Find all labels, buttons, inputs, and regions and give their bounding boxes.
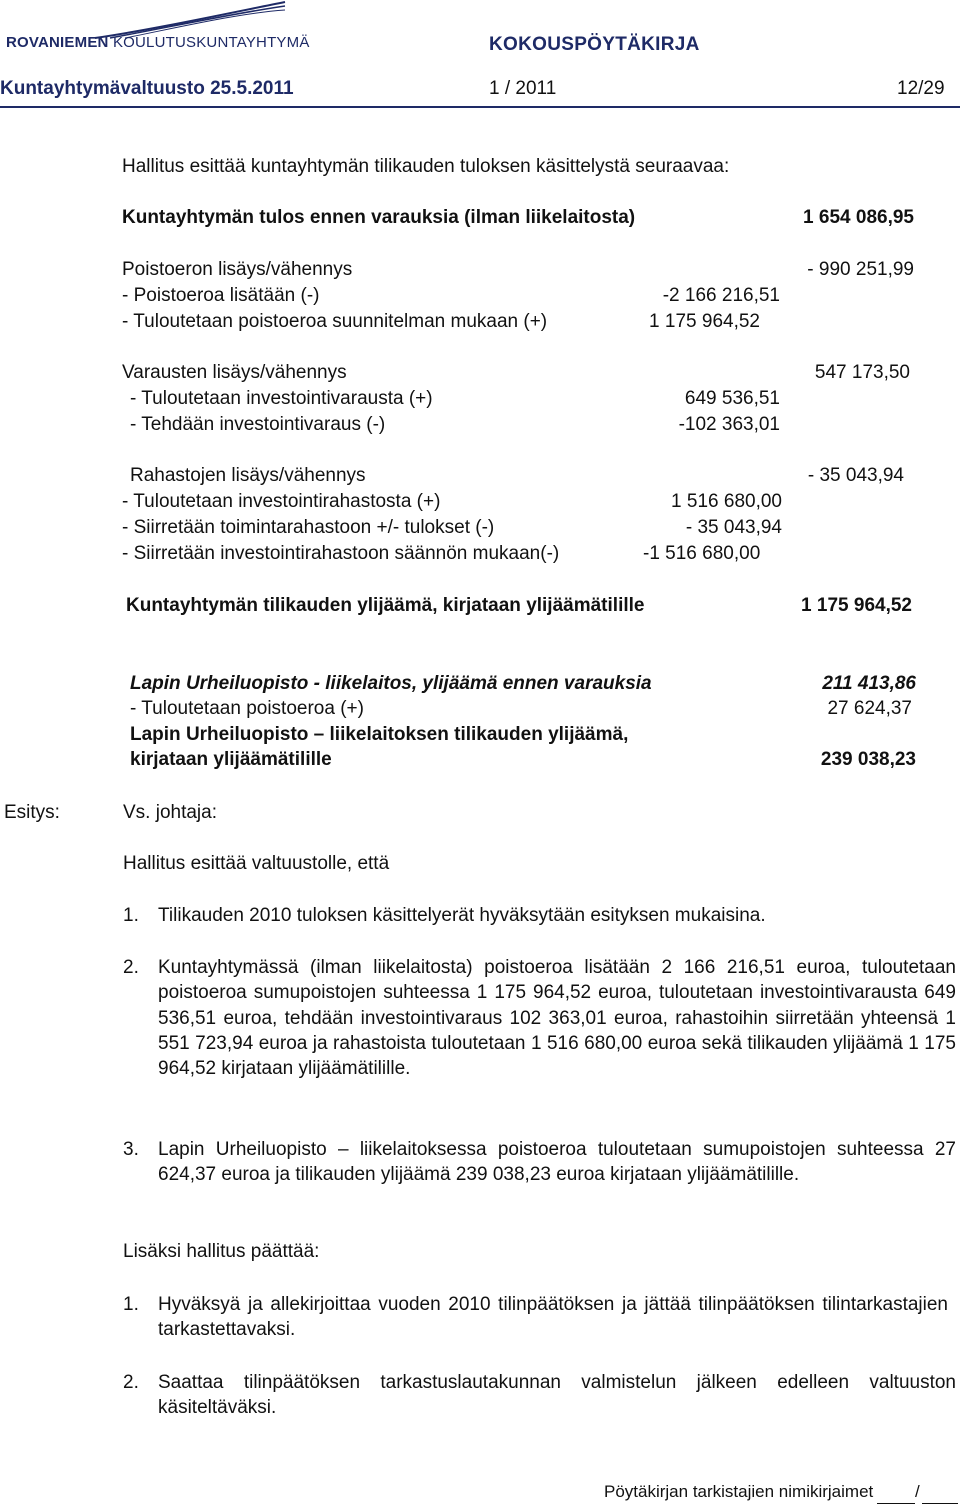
- logo-text-left: ROVANIEMEN: [6, 34, 109, 51]
- list-number: 3.: [123, 1139, 139, 1160]
- reserves-label: Varausten lisäys/vähennys: [122, 362, 347, 383]
- list-number: 1.: [123, 905, 139, 926]
- also-lead: Lisäksi hallitus päättää:: [123, 1241, 320, 1262]
- reserves-item-value: -102 363,01: [678, 414, 780, 435]
- meeting-title: Kuntayhtymävaltuusto 25.5.2011: [0, 78, 294, 99]
- lapin-final-label: kirjataan ylijäämätilille: [130, 749, 332, 770]
- org-logo: [0, 0, 380, 60]
- lapin-surplus-value: 211 413,86: [822, 673, 916, 694]
- proposal-lead: Hallitus esittää valtuustolle, että: [123, 853, 390, 874]
- depreciation-item-value: -2 166 216,51: [662, 285, 780, 306]
- reserves-item-value: 649 536,51: [684, 388, 780, 409]
- reserves-item-label: - Tuloutetaan investointivarausta (+): [130, 388, 433, 409]
- list-number: 2.: [123, 957, 139, 978]
- funds-item-label: - Siirretään toimintarahastoon +/- tulokset (-): [122, 517, 495, 538]
- result-before-value: 1 654 086,95: [803, 207, 914, 228]
- reserves-item-label: - Tehdään investointivaraus (-): [130, 414, 386, 435]
- list-item-text: Hyväksyä ja allekirjoittaa vuoden 2010 tilinpäätöksen ja jättää tilinpäätöksen tilintarkastajien tarkastettavaksi.: [158, 1294, 948, 1341]
- proposal-margin-label: Esitys:: [4, 802, 60, 823]
- signature-label: Pöytäkirjan tarkistajien nimikirjaimet: [604, 1482, 874, 1501]
- intro-text: Hallitus esittää kuntayhtymän tilikauden tuloksen käsittelystä seuraavaa:: [122, 156, 730, 177]
- page-number: 12/29: [897, 78, 945, 99]
- lapin-final-label: Lapin Urheiluopisto – liikelaitoksen tilikauden ylijäämä,: [130, 724, 629, 745]
- list-number: 2.: [123, 1372, 139, 1393]
- list-item-text: Saattaa tilinpäätöksen tarkastuslautakunnan valmistelun jälkeen edelleen valtuuston käsiteltäväksi.: [158, 1372, 956, 1419]
- funds-item-label: - Siirretään investointirahastoon säännön mukaan(-): [122, 543, 560, 564]
- signature-line: [922, 1503, 958, 1504]
- funds-item-value: - 35 043,94: [685, 517, 782, 538]
- result-before-label: Kuntayhtymän tulos ennen varauksia (ilman liikelaitosta): [122, 207, 636, 228]
- surplus-value: 1 175 964,52: [801, 595, 912, 616]
- list-item-text: Lapin Urheiluopisto – liikelaitoksessa poistoeroa tuloutetaan sumupoistojen suhteessa 27 624,37 euroa ja tilikauden ylijäämä 239 038,23 euroa kirjataan ylijäämätilille.: [158, 1139, 956, 1186]
- lapin-dep-label: - Tuloutetaan poistoeroa (+): [130, 698, 364, 719]
- surplus-label: Kuntayhtymän tilikauden ylijäämä, kirjataan ylijäämätilille: [126, 595, 645, 616]
- depreciation-item-label: - Tuloutetaan poistoeroa suunnitelman mukaan (+): [122, 311, 548, 332]
- depreciation-item-label: - Poistoeroa lisätään (-): [122, 285, 320, 306]
- lapin-final-value: 239 038,23: [820, 749, 916, 770]
- issue-number: 1 / 2011: [489, 78, 557, 99]
- logo-text-right: KOULUTUSKUNTAYHTYMÄ: [112, 34, 310, 51]
- funds-item-value: 1 516 680,00: [671, 491, 782, 512]
- lapin-surplus-label: Lapin Urheiluopisto - liikelaitos, ylijäämä ennen varauksia: [130, 673, 652, 694]
- list-number: 1.: [123, 1294, 139, 1315]
- list-item-text: Tilikauden 2010 tuloksen käsittelyerät hyväksytään esityksen mukaisina.: [158, 905, 766, 926]
- lapin-dep-value: 27 624,37: [827, 698, 912, 719]
- signature-line: [877, 1503, 915, 1504]
- funds-item-label: - Tuloutetaan investointirahastosta (+): [122, 491, 441, 512]
- depreciation-label: Poistoeron lisäys/vähennys: [122, 259, 353, 280]
- depreciation-value: - 990 251,99: [807, 259, 914, 280]
- reserves-value: 547 173,50: [814, 362, 910, 383]
- depreciation-item-value: 1 175 964,52: [649, 311, 760, 332]
- header-divider: [0, 106, 960, 108]
- document-type: KOKOUSPÖYTÄKIRJA: [489, 34, 700, 55]
- signature-separator: /: [915, 1482, 920, 1501]
- list-item-text: Kuntayhtymässä (ilman liikelaitosta) poistoeroa lisätään 2 166 216,51 euroa, tuloutetaan poistoeroa sumupoistojen suhteessa 1 175 964,52 euroa, tuloutetaan investointivarausta 649 536,51 euroa, tehdään investointivaraus 102 363,01 euroa, rahastoihin siirretään yhteensä 1 551 723,94 euroa ja rahastoista tuloutetaan 1 516 680,00 euroa sekä tilikauden ylijäämä 1 175 964,52 kirjataan ylijäämätilille.: [158, 957, 956, 1080]
- funds-item-value: -1 516 680,00: [643, 543, 761, 564]
- presenter-label: Vs. johtaja:: [123, 802, 217, 823]
- funds-value: - 35 043,94: [807, 465, 904, 486]
- funds-label: Rahastojen lisäys/vähennys: [130, 465, 366, 486]
